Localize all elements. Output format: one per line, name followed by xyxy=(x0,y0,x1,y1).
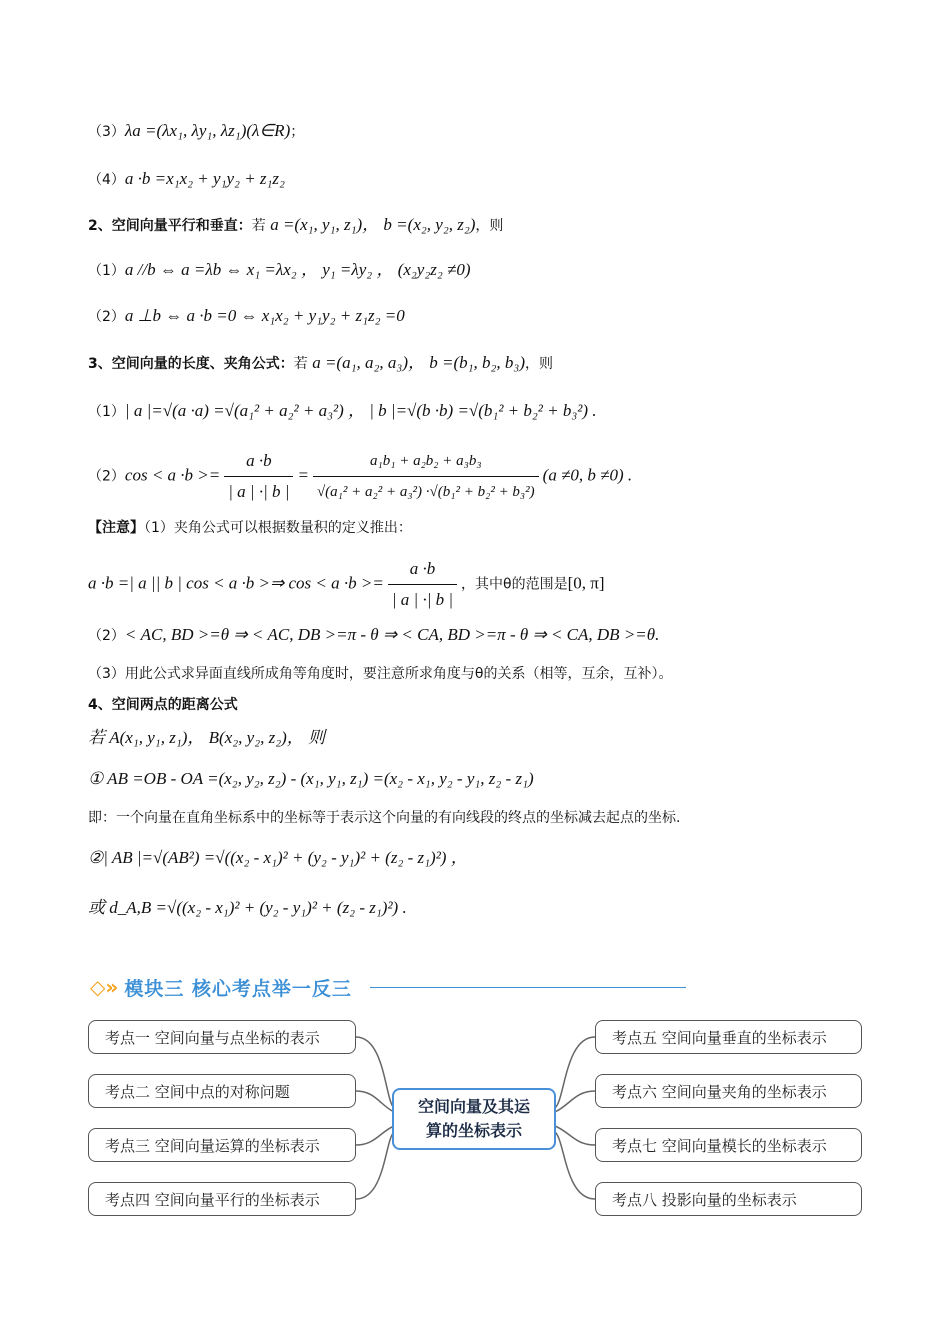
formula-3-end: ； xyxy=(290,124,305,140)
angle-fraction-2-den: √(a₁² + a₂² + a₃²) ·√(b₁² + b₂² + b₃²) xyxy=(316,484,535,500)
topic-node-7: 考点七 空间向量模长的坐标表示 xyxy=(595,1128,862,1162)
section4-item2-expr: ②| AB |=√(AB²) =√((x₂ - x₁)² + (y₂ - y₁)² + (z₂ - z₁)²) ， xyxy=(88,848,468,867)
section3-title: 3、空间向量的长度、夹角公式： xyxy=(88,356,294,372)
module-title: 模块三 核心考点举一反三 xyxy=(124,977,352,1000)
section4-item3-expr: 或 d_A,B =√((x₂ - x₁)² + (y₂ - y₁)² + (z₂ - z₁)²) . xyxy=(88,898,407,917)
section3-item2-label: （2） xyxy=(88,468,125,485)
note-line3-label: （2） xyxy=(88,628,125,644)
section2-condition: a =(x₁, y₁, z₁)， b =(x₂, y₂, z₂) xyxy=(270,215,476,234)
section2-cond-prefix: 若 xyxy=(251,218,271,234)
formula-4-expr: a ·b =x₁x₂ + y₁y₂ + z₁z₂ xyxy=(124,169,285,188)
section3-item2-eq: = xyxy=(297,465,309,485)
note-fraction-num: a ·b xyxy=(388,556,457,585)
mindmap-center-line1: 空间向量及其运 xyxy=(417,1097,530,1116)
mindmap-center-line2: 算的坐标表示 xyxy=(425,1121,522,1140)
section2-item2-expr: a ⊥b ⇔ a ·b =0 ⇔ x₁x₂ + y₁y₂ + z₁z₂ =0 xyxy=(124,306,405,325)
note-fraction-den: | a | ·| b | xyxy=(391,590,454,609)
section3-item2-left: cos < a ·b >= xyxy=(124,465,221,485)
section2-item1-label: （1） xyxy=(88,263,125,279)
connector-right-4 xyxy=(555,1132,595,1199)
angle-fraction-1-num: a ·b xyxy=(224,448,293,477)
section3-cond-suffix: ，则 xyxy=(525,356,554,372)
section2-cond-suffix: ，则 xyxy=(475,218,504,234)
note-tag: 【注意】 xyxy=(88,520,144,536)
topic-node-8: 考点八 投影向量的坐标表示 xyxy=(595,1182,862,1216)
double-chevron-icon: ◇» xyxy=(90,975,119,999)
note-line2-math: a ·b =| a || b | cos < a ·b >⇒ cos < a ·b >= xyxy=(88,573,384,593)
note-line1-text: （1）夹角公式可以根据数量积的定义推出： xyxy=(144,520,412,536)
section3-item2-cond: (a ≠0, b ≠0) . xyxy=(542,465,633,485)
topic-node-2: 考点二 空间中点的对称问题 xyxy=(88,1074,356,1108)
section4-condition-expr: 若 A(x₁, y₁, z₁)， B(x₂, y₂, z₂)， 则 xyxy=(88,728,326,747)
topic-node-1: 考点一 空间向量与点坐标的表示 xyxy=(88,1020,356,1054)
connector-right-3 xyxy=(555,1126,595,1145)
angle-fraction-2-num: a₁b₁ + a₂b₂ + a₃b₃ xyxy=(313,448,539,477)
topic-node-3: 考点三 空间向量运算的坐标表示 xyxy=(88,1128,356,1162)
mindmap-center-node xyxy=(392,1088,556,1150)
mindmap-center-text xyxy=(418,1095,530,1143)
connector-left-4 xyxy=(356,1132,394,1199)
note-line2-range: [0, π] xyxy=(567,573,605,593)
topic-node-5: 考点五 空间向量垂直的坐标表示 xyxy=(595,1020,862,1054)
note-line4-text: （3）用此公式求异面直线所成角等角度时，要注意所求角度与θ的关系（相等，互余，互补）。 xyxy=(88,666,673,682)
section4-item1-expr: ① AB =OB - OA =(x₂, y₂, z₂) - (x₁, y₁, z₁) =(x₂ - x₁, y₂ - y₁, z₂ - z₁) xyxy=(88,769,534,788)
connector-left-3 xyxy=(356,1126,394,1145)
section3-item1-expr: | a |=√(a ·a) =√(a₁² + a₂² + a₃²) ， | b |=√(b ·b) =√(b₁² + b₂² + b₃²) . xyxy=(124,401,597,420)
note-line2-text: ，其中θ的范围是 xyxy=(461,576,568,593)
topic-node-4: 考点四 空间向量平行的坐标表示 xyxy=(88,1182,356,1216)
angle-fraction-1-den: | a | ·| b | xyxy=(228,482,290,501)
section3-condition: a =(a₁, a₂, a₃)， b =(b₁, b₂, b₃) xyxy=(312,353,526,372)
section3-item1-label: （1） xyxy=(88,404,125,420)
topic-node-6: 考点六 空间向量夹角的坐标表示 xyxy=(595,1074,862,1108)
section2-title: 2、空间向量平行和垂直： xyxy=(88,218,252,234)
section3-cond-prefix: 若 xyxy=(293,356,313,372)
formula-3-expr: λa =(λx₁, λy₁, λz₁)(λ∈R) xyxy=(124,121,291,140)
section4-explain-text: 即：一个向量在直角坐标系中的坐标等于表示这个向量的有向线段的终点的坐标减去起点的坐标. xyxy=(88,810,681,826)
formula-4-label: （4） xyxy=(88,172,125,188)
section2-item1-expr: a //b ⇔ a =λb ⇔ x₁ =λx₂ ， y₁ =λy₂ ， (x₂y₂z₂ ≠0) xyxy=(124,260,471,279)
section4-title: 4、空间两点的距离公式 xyxy=(88,697,238,713)
section2-item2-label: （2） xyxy=(88,309,125,325)
formula-3-label: （3） xyxy=(88,124,125,140)
note-line3-expr: < AC, BD >=θ ⇒ < AC, DB >=π - θ ⇒ < CA, BD >=π - θ ⇒ < CA, DB >=θ. xyxy=(124,625,660,644)
